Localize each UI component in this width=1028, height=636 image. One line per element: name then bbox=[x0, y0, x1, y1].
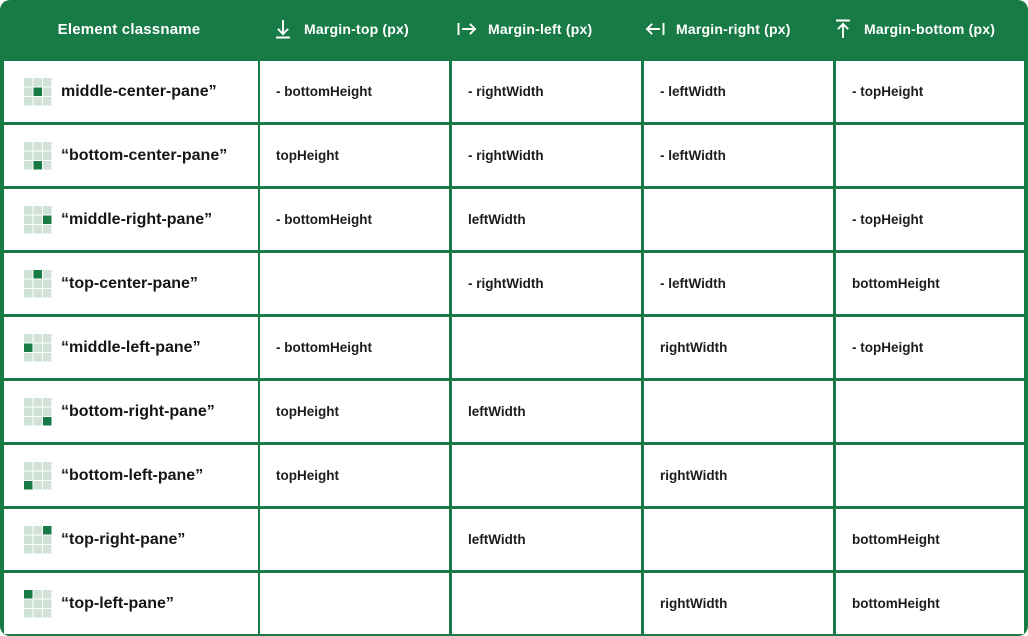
margin-bottom-cell bbox=[836, 317, 1024, 378]
grid-tile bbox=[43, 407, 52, 416]
pane-grid-icon bbox=[24, 526, 52, 554]
margin-top-value: - bottomHeight bbox=[276, 84, 372, 99]
margin-bottom-cell bbox=[836, 381, 1024, 442]
margin-right-value: rightWidth bbox=[660, 340, 728, 355]
margin-right-cell bbox=[644, 573, 833, 634]
element-classname-text: “bottom-center-pane” bbox=[61, 146, 228, 164]
pane-grid-icon bbox=[24, 334, 52, 362]
active-tile bbox=[43, 417, 52, 426]
grid-tile bbox=[34, 206, 43, 215]
element-classname-text: “middle-right-pane” bbox=[61, 210, 213, 228]
pane-grid-icon bbox=[24, 462, 52, 490]
grid-tile bbox=[34, 417, 43, 426]
grid-tile bbox=[24, 151, 33, 160]
margin-bottom-cell bbox=[836, 573, 1024, 634]
element-classname-text: “middle-left-pane” bbox=[61, 338, 201, 356]
margin-right-value: rightWidth bbox=[660, 596, 728, 611]
margin-left-cell bbox=[452, 253, 641, 314]
element-classname-text: “top-right-pane” bbox=[61, 530, 186, 548]
grid-tile bbox=[24, 609, 33, 618]
grid-tile bbox=[43, 471, 52, 480]
grid-tile bbox=[24, 161, 33, 170]
element-classname-cell bbox=[4, 445, 258, 506]
active-tile bbox=[34, 87, 43, 96]
pane-grid-icon bbox=[24, 398, 52, 426]
margin-top-value: topHeight bbox=[276, 404, 339, 419]
element-classname-text: “bottom-left-pane” bbox=[61, 466, 204, 484]
grid-tile bbox=[34, 289, 43, 298]
pane-grid-icon bbox=[24, 142, 52, 170]
margin-top-value: topHeight bbox=[276, 468, 339, 483]
margin-left-cell bbox=[452, 61, 641, 122]
active-tile bbox=[24, 343, 33, 352]
margin-left-cell bbox=[452, 509, 641, 570]
margin-left-value: leftWidth bbox=[468, 532, 526, 547]
grid-tile bbox=[24, 334, 33, 343]
grid-tile bbox=[34, 599, 43, 608]
grid-tile bbox=[34, 471, 43, 480]
element-classname-cell bbox=[4, 253, 258, 314]
margin-left-cell bbox=[452, 573, 641, 634]
grid-tile bbox=[43, 206, 52, 215]
margin-right-cell bbox=[644, 445, 833, 506]
grid-tile bbox=[34, 545, 43, 554]
grid-tile bbox=[24, 225, 33, 234]
margin-bottom-cell bbox=[836, 61, 1024, 122]
margin-right-cell bbox=[644, 253, 833, 314]
grid-tile bbox=[43, 545, 52, 554]
grid-tile bbox=[43, 270, 52, 279]
element-classname-cell bbox=[4, 61, 258, 122]
margin-left-cell bbox=[452, 317, 641, 378]
grid-tile bbox=[24, 78, 33, 87]
margin-bottom-value: bottomHeight bbox=[852, 532, 940, 547]
grid-tile bbox=[34, 343, 43, 352]
header-margin-top-label: Margin-top (px) bbox=[304, 21, 409, 37]
margin-top-cell bbox=[260, 317, 449, 378]
element-classname-cell bbox=[4, 381, 258, 442]
grid-tile bbox=[34, 462, 43, 471]
margin-top-value: topHeight bbox=[276, 148, 339, 163]
active-tile bbox=[24, 481, 33, 490]
grid-tile bbox=[24, 270, 33, 279]
active-tile bbox=[43, 215, 52, 224]
margin-left-value: - rightWidth bbox=[468, 276, 544, 291]
margin-right-value: - leftWidth bbox=[660, 84, 726, 99]
margin-bottom-cell bbox=[836, 509, 1024, 570]
margin-left-cell bbox=[452, 445, 641, 506]
margin-top-cell bbox=[260, 189, 449, 250]
grid-tile bbox=[43, 289, 52, 298]
margin-left-cell bbox=[452, 189, 641, 250]
margin-top-value: - bottomHeight bbox=[276, 340, 372, 355]
margin-top-cell bbox=[260, 573, 449, 634]
element-classname-cell bbox=[4, 189, 258, 250]
margin-right-cell bbox=[644, 509, 833, 570]
header-margin-right bbox=[644, 0, 834, 58]
grid-tile bbox=[34, 481, 43, 490]
header-margin-bottom bbox=[832, 0, 1028, 58]
grid-tile bbox=[24, 97, 33, 106]
grid-tile bbox=[43, 343, 52, 352]
margin-right-value: - leftWidth bbox=[660, 276, 726, 291]
grid-tile bbox=[24, 526, 33, 535]
element-classname-text: “top-center-pane” bbox=[61, 274, 198, 292]
grid-tile bbox=[24, 206, 33, 215]
grid-tile bbox=[43, 481, 52, 490]
arrow-right-from-line-icon bbox=[456, 18, 478, 40]
grid-tile bbox=[24, 535, 33, 544]
grid-tile bbox=[24, 545, 33, 554]
header-margin-bottom-label: Margin-bottom (px) bbox=[864, 21, 996, 37]
margin-left-value: - rightWidth bbox=[468, 148, 544, 163]
grid-tile bbox=[43, 590, 52, 599]
margin-bottom-value: - topHeight bbox=[852, 212, 924, 227]
grid-tile bbox=[43, 462, 52, 471]
grid-tile bbox=[43, 353, 52, 362]
table-header bbox=[0, 0, 1028, 58]
grid-tile bbox=[34, 535, 43, 544]
margin-bottom-cell bbox=[836, 445, 1024, 506]
margin-left-value: leftWidth bbox=[468, 404, 526, 419]
header-margin-right-label: Margin-right (px) bbox=[676, 21, 791, 37]
grid-tile bbox=[43, 151, 52, 160]
margin-bottom-cell bbox=[836, 125, 1024, 186]
margin-right-cell bbox=[644, 125, 833, 186]
margin-left-value: - rightWidth bbox=[468, 84, 544, 99]
grid-tile bbox=[43, 142, 52, 151]
grid-tile bbox=[43, 398, 52, 407]
header-margin-left-label: Margin-left (px) bbox=[488, 21, 593, 37]
header-element-classname bbox=[0, 0, 258, 58]
grid-tile bbox=[34, 334, 43, 343]
margin-bottom-value: - topHeight bbox=[852, 340, 924, 355]
header-margin-left bbox=[456, 0, 642, 58]
grid-tile bbox=[24, 471, 33, 480]
pane-grid-icon bbox=[24, 78, 52, 106]
grid-tile bbox=[24, 417, 33, 426]
margin-right-cell bbox=[644, 189, 833, 250]
grid-tile bbox=[34, 97, 43, 106]
grid-tile bbox=[43, 78, 52, 87]
pane-grid-icon bbox=[24, 270, 52, 298]
element-classname-cell bbox=[4, 573, 258, 634]
grid-tile bbox=[34, 78, 43, 87]
margin-bottom-value: bottomHeight bbox=[852, 596, 940, 611]
grid-tile bbox=[34, 279, 43, 288]
active-tile bbox=[43, 526, 52, 535]
margin-right-value: rightWidth bbox=[660, 468, 728, 483]
margin-bottom-value: - topHeight bbox=[852, 84, 924, 99]
grid-tile bbox=[24, 289, 33, 298]
grid-tile bbox=[43, 225, 52, 234]
margin-bottom-cell bbox=[836, 253, 1024, 314]
active-tile bbox=[34, 161, 43, 170]
grid-tile bbox=[24, 215, 33, 224]
grid-tile bbox=[24, 353, 33, 362]
grid-tile bbox=[43, 87, 52, 96]
margin-bottom-cell bbox=[836, 189, 1024, 250]
grid-tile bbox=[24, 407, 33, 416]
margin-top-cell bbox=[260, 125, 449, 186]
grid-tile bbox=[34, 142, 43, 151]
margin-bottom-value: bottomHeight bbox=[852, 276, 940, 291]
margin-left-value: leftWidth bbox=[468, 212, 526, 227]
margin-top-cell bbox=[260, 445, 449, 506]
pane-grid-icon bbox=[24, 590, 52, 618]
active-tile bbox=[34, 270, 43, 279]
margin-right-cell bbox=[644, 317, 833, 378]
grid-tile bbox=[43, 279, 52, 288]
grid-tile bbox=[43, 599, 52, 608]
arrow-down-to-line-icon bbox=[272, 18, 294, 40]
grid-tile bbox=[34, 353, 43, 362]
element-classname-text: “bottom-right-pane” bbox=[61, 402, 215, 420]
grid-tile bbox=[43, 334, 52, 343]
header-element-classname-label: Element classname bbox=[57, 20, 201, 38]
margin-top-cell bbox=[260, 61, 449, 122]
grid-tile bbox=[34, 215, 43, 224]
element-classname-cell bbox=[4, 317, 258, 378]
grid-tile bbox=[24, 87, 33, 96]
grid-tile bbox=[34, 151, 43, 160]
grid-tile bbox=[34, 609, 43, 618]
grid-tile bbox=[43, 161, 52, 170]
margin-right-cell bbox=[644, 381, 833, 442]
grid-tile bbox=[43, 535, 52, 544]
element-classname-cell bbox=[4, 125, 258, 186]
active-tile bbox=[24, 590, 33, 599]
header-margin-top bbox=[272, 0, 450, 58]
grid-tile bbox=[24, 279, 33, 288]
margin-top-value: - bottomHeight bbox=[276, 212, 372, 227]
margin-top-cell bbox=[260, 381, 449, 442]
grid-tile bbox=[43, 609, 52, 618]
arrow-up-from-line-icon bbox=[832, 18, 854, 40]
grid-tile bbox=[43, 97, 52, 106]
margin-top-cell bbox=[260, 253, 449, 314]
grid-tile bbox=[24, 599, 33, 608]
margin-left-cell bbox=[452, 381, 641, 442]
grid-tile bbox=[34, 526, 43, 535]
margin-top-cell bbox=[260, 509, 449, 570]
grid-tile bbox=[34, 407, 43, 416]
pane-grid-icon bbox=[24, 206, 52, 234]
element-classname-cell bbox=[4, 509, 258, 570]
margin-left-cell bbox=[452, 125, 641, 186]
element-classname-text: “top-left-pane” bbox=[61, 594, 174, 612]
grid-tile bbox=[24, 462, 33, 471]
grid-tile bbox=[24, 142, 33, 151]
arrow-left-from-line-icon bbox=[644, 18, 666, 40]
margin-right-cell bbox=[644, 61, 833, 122]
grid-tile bbox=[34, 398, 43, 407]
grid-tile bbox=[34, 590, 43, 599]
grid-tile bbox=[24, 398, 33, 407]
element-classname-text: middle-center-pane” bbox=[61, 82, 217, 100]
grid-tile bbox=[34, 225, 43, 234]
margin-right-value: - leftWidth bbox=[660, 148, 726, 163]
